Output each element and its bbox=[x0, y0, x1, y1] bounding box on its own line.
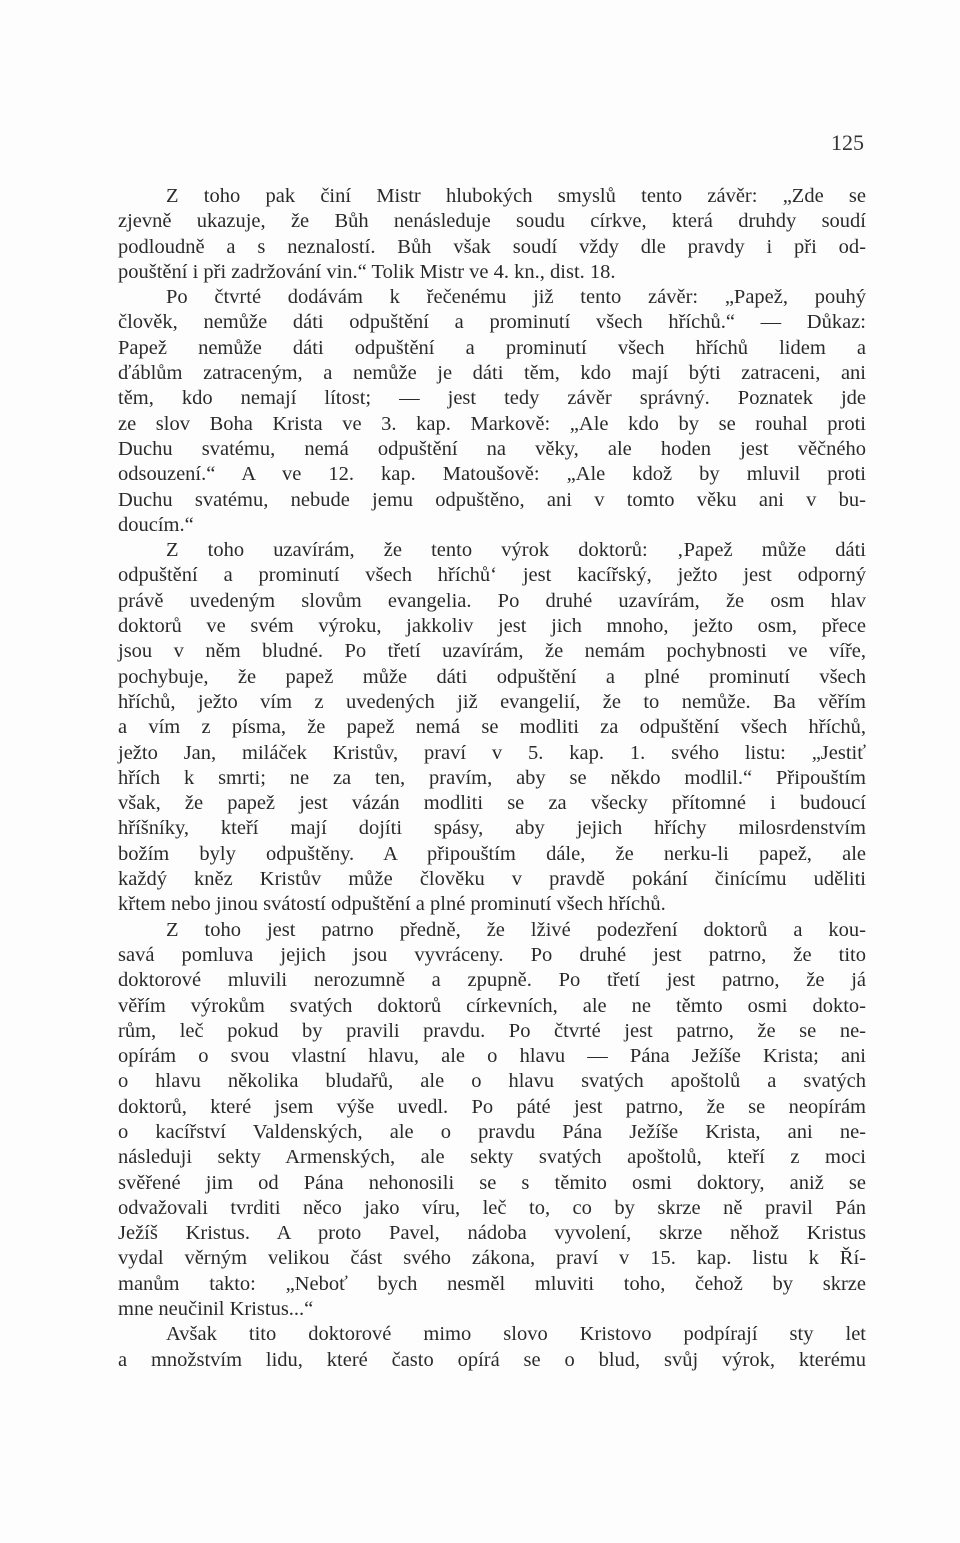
text-line: odvažovali tvrditi něco jako víru, leč to, co by skrze ně pravil Pán bbox=[118, 1196, 866, 1219]
text-line: manům takto: „Neboť bych nesměl mluviti toho, čehož by skrze bbox=[118, 1272, 866, 1295]
text-line: Z toho uzavírám, že tento výrok doktorů: ‚Papež může dáti bbox=[166, 539, 866, 562]
text-line: odpuštění a prominutí všech hříchů‘ jest kacířský, ježto jest odporný bbox=[118, 564, 866, 587]
text-line: podloudně a s neznalostí. Bůh však soudí vždy dle pravdy i při od- bbox=[118, 235, 866, 258]
text-line: opírám o svou vlastní hlavu, ale o hlavu — Pána Ježíše Krista; ani bbox=[118, 1045, 866, 1068]
text-line: rům, leč pokud by pravili pravdu. Po čtvrté jest patrno, že se ne- bbox=[118, 1019, 866, 1042]
text-line: vydal věrným velikou část svého zákona, praví v 15. kap. listu k Ří- bbox=[118, 1247, 866, 1270]
text-line: a množstvím lidu, které často opírá se o blud, svůj výrok, kterému bbox=[118, 1348, 866, 1371]
text-line: svěřené jim od Pána nehonosili se s těmito osmi doktory, aniž se bbox=[118, 1171, 866, 1194]
text-line: každý kněz Kristův může člověku v pravdě pokání činícímu uděliti bbox=[118, 868, 866, 891]
text-line: Avšak tito doktorové mimo slovo Kristovo podpírají sty let bbox=[166, 1323, 866, 1346]
text-line: hříchů, ježto vím z uvedených již evangelií, že to nemůže. Ba věřím bbox=[118, 690, 866, 713]
text-line: zjevně ukazuje, že Bůh nenásleduje soudu církve, která druhdy soudí bbox=[118, 210, 866, 233]
text-line: však, že papež jest vázán modliti se za všecky přítomné i budoucí bbox=[118, 792, 866, 815]
text-line: mne neučinil Kristus...“ bbox=[118, 1298, 314, 1321]
text-line: ježto Jan, miláček Kristův, praví v 5. kap. 1. svého listu: „Jestiť bbox=[118, 741, 866, 764]
text-line: Duchu svatému, nebude jemu odpuštěno, ani v tomto věku ani v bu- bbox=[118, 488, 866, 511]
text-line: o kacířství Valdenských, ale o pravdu Pána Ježíše Krista, ani ne- bbox=[118, 1120, 866, 1143]
text-line: Po čtvrté dodávám k řečenému již tento závěr: „Papež, pouhý bbox=[166, 286, 866, 309]
text-line: následuji sekty Armenských, ale sekty svatých apoštolů, kteří z moci bbox=[118, 1146, 866, 1169]
text-line: pouštění i při zadržování vin.“ Tolik Mistr ve 4. kn., dist. 18. bbox=[118, 260, 616, 283]
text-line: těm, kdo nemají lítost; — jest tedy závěr správný. Poznatek jde bbox=[118, 387, 866, 410]
text-line: věřím výrokům svatých doktorů církevních, ale ne těmto osmi dokto- bbox=[118, 994, 866, 1017]
text-line: křtem nebo jinou svátostí odpuštění a plné prominutí všech hříchů. bbox=[118, 893, 666, 916]
text-line: a vím z písma, že papež nemá se modliti za odpuštění všech hříchů, bbox=[118, 716, 866, 739]
text-line: Z toho jest patrno předně, že lživé podezření doktorů a kou- bbox=[166, 918, 866, 941]
text-line: božím byly odpuštěny. A připouštím dále, že nerku-li papež, ale bbox=[118, 842, 866, 865]
text-line: doktorů ve svém výroku, jakkoliv jest jich mnoho, ježto osm, přece bbox=[118, 615, 866, 638]
text-line: doktorové mluvili nerozumně a zpupně. Po třetí jest patrno, že já bbox=[118, 969, 866, 992]
text-line: pochybuje, že papež může dáti odpuštění a plné prominutí všech bbox=[118, 665, 866, 688]
text-line: člověk, nemůže dáti odpuštění a prominutí všech hříchů.“ — Důkaz: bbox=[118, 311, 866, 334]
text-line: doktorů, které jsem výše uvedl. Po páté jest patrno, že se neopírám bbox=[118, 1095, 866, 1118]
text-line: Papež nemůže dáti odpuštění a prominutí všech hříchů lidem a bbox=[118, 336, 866, 359]
text-line: hřích k smrti; ne za ten, pravím, aby se někdo modlil.“ Připouštím bbox=[118, 766, 866, 789]
text-line: doucím.“ bbox=[118, 513, 194, 536]
text-line: Z toho pak činí Mistr hlubokých smyslů tento závěr: „Zde se bbox=[166, 185, 866, 207]
text-line: jsou v něm bludné. Po třetí uzavírám, že nemám pochybnosti ve víře, bbox=[118, 640, 866, 663]
page-number: 125 bbox=[831, 130, 864, 155]
text-line: savá pomluva jejich jsou vyvráceny. Po druhé jest patrno, že tito bbox=[118, 943, 866, 966]
body-text bbox=[118, 184, 866, 1373]
text-line: o hlavu několika bludařů, ale o hlavu svatých apoštolů a svatých bbox=[118, 1070, 866, 1093]
text-line: hříšníky, kteří mají dojíti spásy, aby jejich hříchy milosrdenstvím bbox=[118, 817, 866, 840]
text-line: ze slov Boha Krista ve 3. kap. Markově: „Ale kdo by se rouhal proti bbox=[118, 412, 866, 435]
text-line: Ježíš Kristus. A proto Pavel, nádoba vyvolení, skrze něhož Kristus bbox=[118, 1222, 866, 1245]
text-line: právě uvedeným slovům evangelia. Po druhé uzavírám, že osm hlav bbox=[118, 589, 866, 612]
text-line: odsouzení.“ A ve 12. kap. Matoušově: „Ale kdož by mluvil proti bbox=[118, 463, 866, 486]
text-line: ďáblům zatraceným, a nemůže je dáti těm, kdo mají býti zatraceni, ani bbox=[118, 362, 866, 385]
text-line: Duchu svatému, nemá odpuštění na věky, ale hoden jest věčného bbox=[118, 437, 866, 460]
